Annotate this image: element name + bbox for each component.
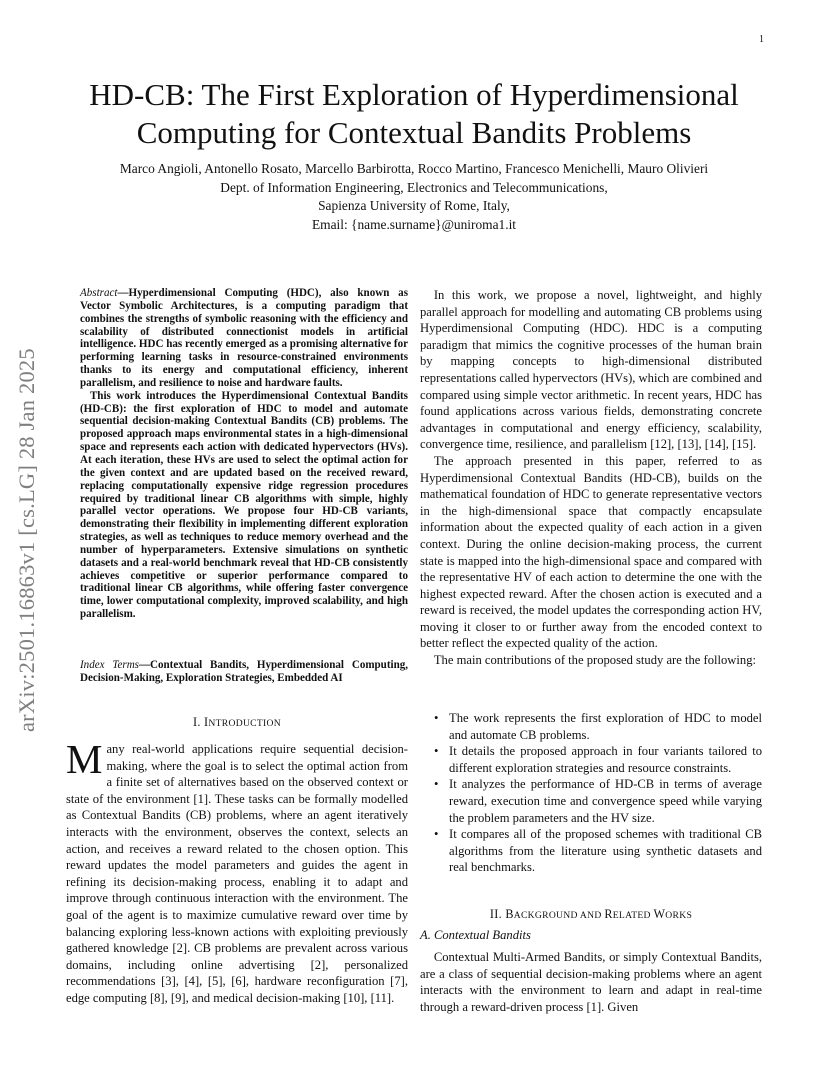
- abstract-paragraph-1: —Hyperdimensional Computing (HDC), also known as Vector Symbolic Architectures, is a computing paradigm that combines the strengths of symbolic reasoning with the efficiency and scalability of distributed connectionist models in artificial intelligence. HDC has recently emerged as a promising alternative for performing learning tasks in resource-constrained environments thanks to its energy and computational efficiency, inherent parallelism, and resilience to noise and hardware faults.: [80, 287, 408, 389]
- subsection-heading: A. Contextual Bandits: [420, 928, 531, 942]
- contributions-list: [420, 710, 762, 876]
- title-line-1: HD-CB: The First Exploration of Hyperdimensional: [89, 77, 739, 112]
- contextual-bandits-text: [420, 949, 762, 1015]
- drop-cap: M: [66, 736, 103, 782]
- right-paragraph-3: The main contributions of the proposed study are the following:: [433, 653, 756, 668]
- title-line-2: Computing for Contextual Bandits Problems: [136, 115, 692, 150]
- ctx-paragraph: Contextual Multi-Armed Bandits, or simply Contextual Bandits, are a class of sequential decision-making problems where an agent interacts with the environment to learn and adapt in real-time through a reward-driven process [1]. Given: [420, 950, 762, 1014]
- email-line: Email: {name.surname}@uniroma1.it: [311, 216, 517, 232]
- affiliation-line-2: Sapienza University of Rome, Italy,: [318, 198, 510, 213]
- right-paragraph-2: The approach presented in this paper, referred to as Hyperdimensional Contextual Bandits (HD-CB), builds on the mathematical foundation of HDC to generate representative vectors in the high-dimensional space that compactly encapsulate information about the expected quality of each action in a given context. During the online decision-making process, the current state is mapped into the high-dimensional space and compared with the representative HV of each action to determine the one with the highest expected reward. After the chosen action is executed and a reward is received, the model updates the corresponding action HV, moving it closer to or further away from the encoded context to better reflect the expected quality of the action.: [420, 453, 762, 651]
- intro-paragraph: any real-world applications require sequential decision-making, where the goal is to select the optimal action from a finite set of alternatives based on the observed context or state of the environment [1]. These tasks can be formally modelled as Contextual Bandits (CB) problems, where an agent iteratively interacts with the environment, observes the context, selects an action, and receives a reward related to the chosen option. This reward updates the model parameters and guides the agent in refining its decision-making process, enabling it to adapt and improve through continuous interaction with the environment. The goal of the agent is to maximize cumulative reward over time by balancing exploring less-known actions with exploiting previously gathered knowledge [2]. CB problems are prevalent across various domains, including online advertising [2], personalized recommendations [3], [4], [5], [6], hardware reconfiguration [7], edge computing [8], [9], and medical decision-making [10], [11].: [66, 742, 408, 1005]
- right-column-text: [420, 287, 762, 669]
- list-item: • It compares all of the proposed schemes with traditional CB algorithms from the literature using synthetic datasets and real benchmarks.: [420, 826, 762, 876]
- page-number: 1: [759, 34, 764, 45]
- paper-title: [0, 76, 828, 152]
- section-heading-background: II. BACKGROUND AND RELATED WORKS: [489, 907, 693, 921]
- list-item: • The work represents the first exploration of HDC to model and automate CB problems.: [420, 710, 762, 743]
- abstract-label: Abstract: [80, 287, 118, 299]
- introduction-text: [66, 736, 408, 1007]
- author-list: Marco Angioli, Antonello Rosato, Marcello Barbirotta, Rocco Martino, Francesco Menichelli, Mauro Olivieri: [119, 161, 709, 176]
- section-heading-introduction: I. INTRODUCTION: [192, 715, 281, 729]
- author-block: [0, 160, 828, 234]
- list-item: • It analyzes the performance of HD-CB in terms of average reward, execution time and convergence speed while varying the problem parameters and the HV size.: [420, 776, 762, 826]
- abstract-paragraph-2: This work introduces the Hyperdimensional Contextual Bandits (HD-CB): the first exploration of HDC to model and automate sequential decision-making Contextual Bandits (CB) problems. The proposed approach maps environmental states in a high-dimensional space and represents each action with dedicated hypervectors (HVs). At each iteration, these HVs are used to select the optimal action for the given context and are updated based on the received reward, replacing computationally expensive ridge regression procedures required by traditional linear CB algorithms with simple, highly parallel vector operations. We propose four HD-CB variants, demonstrating their flexibility in implementing different exploration strategies, as well as techniques to reduce memory overhead and the number of hyperparameters. Extensive simulations on synthetic datasets and a real-world benchmark reveal that HD-CB consistently achieves competitive or superior performance compared to traditional linear CB algorithms, while offering faster convergence time, lower computational complexity, improved scalability, and high parallelism.: [80, 389, 408, 621]
- arxiv-stamp: arXiv:2501.16863v1 [cs.LG] 28 Jan 2025: [14, 348, 39, 732]
- right-paragraph-1: In this work, we propose a novel, lightweight, and highly parallel approach for modelling and automating CB problems using Hyperdimensional Computing (HDC). HDC is a computing paradigm that mimics the cognitive processes of the human brain by mapping concepts to high-dimensional distributed representations called hypervectors (HVs), which are combined and compared using simple vector arithmetic. In recent years, HDC has found applications across various fields, demonstrating concrete advantages in computational and energy efficiency, scalability, convergence time, resilience, and parallelism [12], [13], [14], [15].: [420, 288, 762, 452]
- index-terms: [80, 659, 408, 685]
- affiliation-line-1: Dept. of Information Engineering, Electronics and Telecommunications,: [220, 179, 608, 195]
- index-terms-text: —Contextual Bandits, Hyperdimensional Computing, Decision-Making, Exploration Strategies, Embedded AI: [80, 659, 409, 684]
- index-terms-label: Index Terms: [80, 659, 139, 671]
- abstract: [80, 287, 408, 621]
- list-item: • It details the proposed approach in four variants tailored to different exploration strategies and resource constraints.: [420, 743, 762, 776]
